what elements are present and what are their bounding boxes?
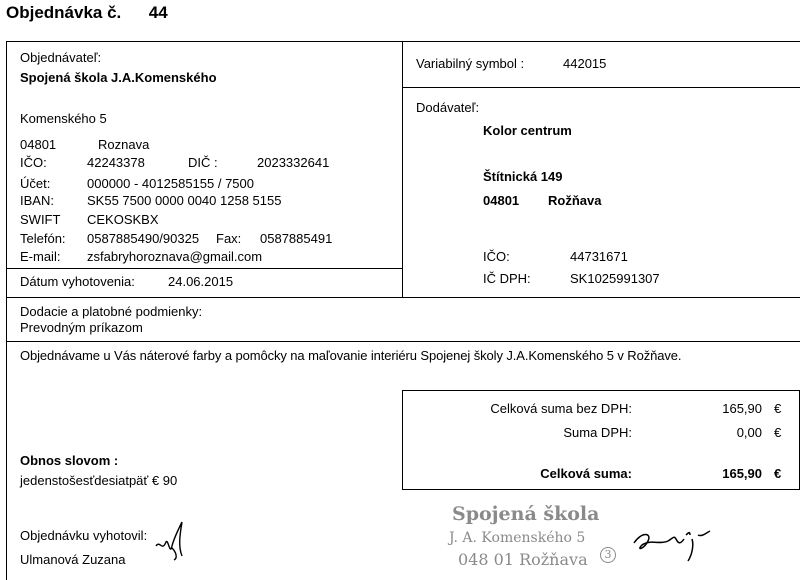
- terms-heading: Dodacie a platobné podmienky:: [20, 304, 203, 319]
- total-currency: €: [774, 466, 782, 481]
- buyer-swift-label: SWIFT: [20, 212, 61, 227]
- total-value: 165,90: [722, 466, 762, 481]
- total-label: Celková suma:: [540, 466, 632, 481]
- issuer-signature: [152, 512, 192, 562]
- supplier-street: Štítnická 149: [483, 169, 563, 184]
- stamp-line2: J. A. Komenského 5: [449, 530, 586, 546]
- supplier-vat: SK1025991307: [570, 271, 660, 286]
- total-vat-currency: €: [774, 425, 782, 440]
- buyer-zip: 04801: [20, 137, 57, 152]
- buyer-dic: 2023332641: [257, 155, 330, 170]
- issued-by-name: Ulmanová Zuzana: [20, 552, 126, 567]
- buyer-account-label: Účet:: [20, 176, 51, 191]
- frame-left-line: [6, 41, 7, 580]
- buyer-account: 000000 - 4012585155 / 7500: [87, 176, 254, 191]
- buyer-street: Komenského 5: [20, 111, 107, 126]
- order-text-divider: [6, 341, 800, 342]
- supplier-zip: 04801: [483, 193, 520, 208]
- issued-by-label: Objednávku vyhotovil:: [20, 528, 148, 543]
- amount-words-value: jedenstošesťdesiatpäť € 90: [20, 473, 178, 488]
- buyer-email-label: E-mail:: [20, 249, 61, 264]
- issue-date-divider: [6, 268, 402, 269]
- buyer-ico-label: IČO:: [20, 155, 47, 170]
- issue-date-label: Dátum vyhotovenia:: [20, 274, 135, 289]
- buyer-phone-label: Telefón:: [20, 231, 66, 246]
- buyer-swift: CEKOSKBX: [87, 212, 159, 227]
- order-title-label: Objednávka č.: [6, 3, 122, 22]
- supplier-heading: Dodávateľ:: [416, 100, 480, 115]
- terms-divider: [6, 297, 800, 298]
- buyer-city: Roznava: [98, 137, 150, 152]
- buyer-ico: 42243378: [87, 155, 145, 170]
- frame-top-line: [6, 41, 800, 42]
- stamp-line1: Spojená škola: [452, 503, 600, 525]
- buyer-phone: 0587885490/90325: [87, 231, 200, 246]
- buyer-iban: SK55 7500 0000 0040 1258 5155: [87, 193, 282, 208]
- supplier-name: Kolor centrum: [483, 123, 572, 138]
- frame-middle-line: [402, 41, 403, 297]
- supplier-ico-label: IČO:: [483, 249, 510, 264]
- stamp-line3: 048 01 Rožňava: [458, 550, 588, 569]
- buyer-email: zsfabryhoroznava@gmail.com: [87, 249, 263, 264]
- variable-symbol-value: 442015: [563, 56, 607, 71]
- stamp-number: 3: [600, 547, 616, 563]
- variable-symbol-divider: [402, 87, 800, 88]
- total-net-value: 165,90: [722, 401, 762, 416]
- total-net-label: Celková suma bez DPH:: [490, 401, 632, 416]
- amount-words-label: Obnos slovom :: [20, 453, 119, 468]
- order-number: 44: [148, 3, 168, 22]
- issue-date: 24.06.2015: [168, 274, 234, 289]
- buyer-heading: Objednávateľ:: [20, 50, 102, 65]
- order-text: Objednávame u Vás náterové farby a pomôcky na maľovanie interiéru Spojenej školy J.A.Komenského 5 v Rožňave.: [20, 348, 682, 363]
- buyer-fax-label: Fax:: [216, 231, 242, 246]
- buyer-iban-label: IBAN:: [20, 193, 54, 208]
- order-title: [6, 3, 168, 23]
- total-vat-label: Suma DPH:: [563, 425, 632, 440]
- terms-value: Prevodným príkazom: [20, 320, 143, 335]
- variable-symbol-label: Variabilný symbol :: [416, 56, 525, 71]
- total-vat-value: 0,00: [736, 425, 762, 440]
- supplier-city: Rožňava: [548, 193, 602, 208]
- buyer-fax: 0587885491: [260, 231, 333, 246]
- supplier-vat-label: IČ DPH:: [483, 271, 531, 286]
- buyer-name: Spojená škola J.A.Komenského: [20, 70, 217, 85]
- buyer-dic-label: DIČ :: [188, 155, 218, 170]
- stamp-signature: [632, 525, 722, 565]
- supplier-ico: 44731671: [570, 249, 628, 264]
- total-net-currency: €: [774, 401, 782, 416]
